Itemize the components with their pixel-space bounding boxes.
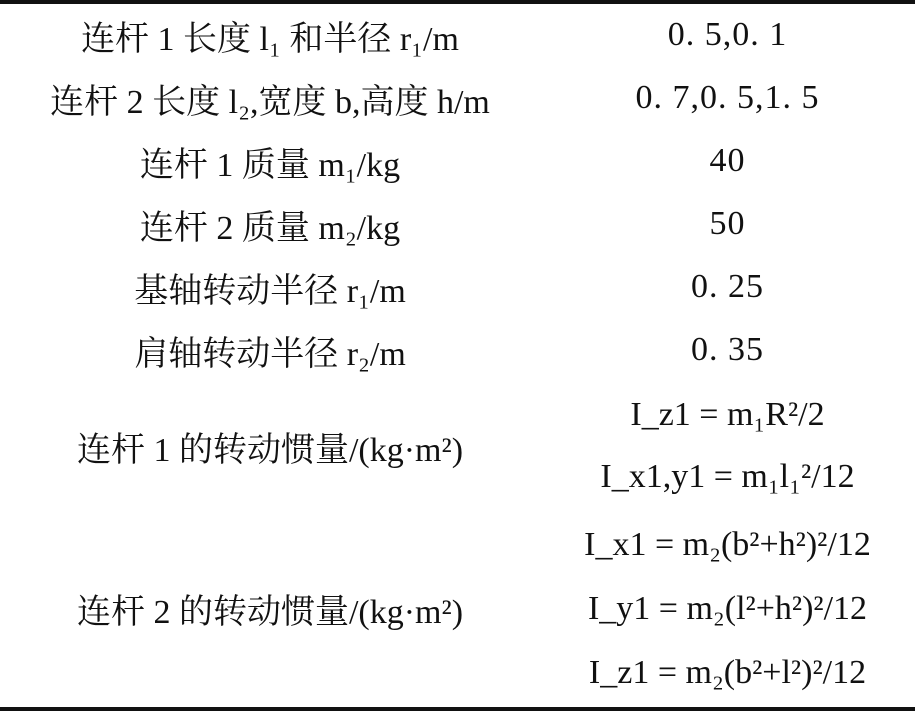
parameter-table [0, 4, 915, 707]
inertia-formula: I_z1 = m₂(b²+l²)²/12 [588, 653, 867, 691]
parameter-name: 连杆 2 长度 l₂,宽度 b,高度 h/m [50, 83, 490, 121]
table-row [0, 256, 915, 318]
inertia-formula: I_z1 = m₁R²/2 [630, 396, 825, 433]
parameter-value [540, 510, 915, 707]
parameter-value: 40 [709, 142, 746, 179]
parameter-name: 连杆 1 长度 l₁ 和半径 r₁/m [81, 20, 459, 58]
parameter-value: 0. 5,0. 1 [667, 16, 788, 53]
inertia-formula: I_x1,y1 = m₁l₁²/12 [600, 458, 855, 495]
table-row [0, 510, 915, 707]
parameter-value: 0. 25 [691, 268, 764, 305]
table-bottom-rule [0, 707, 915, 711]
parameter-value: 0. 35 [691, 331, 764, 368]
parameter-name: 连杆 1 的转动惯量/(kg·m²) [76, 431, 464, 469]
parameter-value: 50 [709, 205, 746, 242]
table-row [0, 4, 915, 66]
parameter-value: 0. 7,0. 5,1. 5 [635, 79, 820, 116]
inertia-formula: I_x1 = m₂(b²+h²)²/12 [584, 525, 871, 563]
parameter-name: 连杆 2 质量 m₂/kg [139, 209, 401, 247]
table-row [0, 130, 915, 192]
parameter-name: 肩轴转动半径 r₂/m [134, 335, 406, 373]
table-row [0, 318, 915, 382]
table-row [0, 66, 915, 130]
table-row [0, 382, 915, 510]
parameter-value [540, 382, 915, 510]
parameter-name: 连杆 2 的转动惯量/(kg·m²) [76, 594, 464, 631]
parameter-name: 连杆 1 质量 m₁/kg [139, 146, 401, 184]
inertia-formula: I_y1 = m₂(l²+h²)²/12 [587, 589, 868, 627]
table-row [0, 192, 915, 256]
parameter-name: 基轴转动半径 r₁/m [134, 272, 406, 310]
